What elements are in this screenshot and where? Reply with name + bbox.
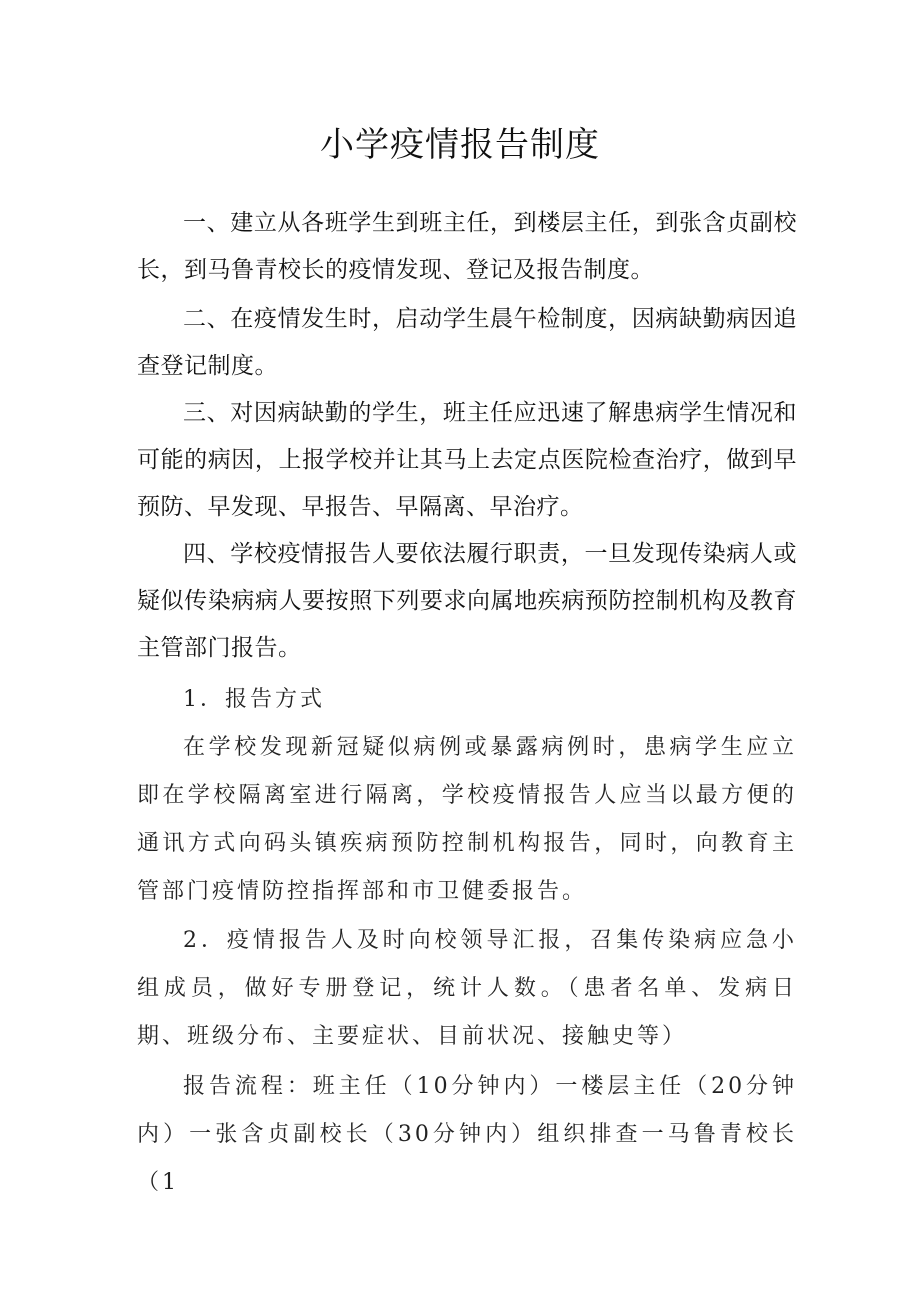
document-title: 小学疫情报告制度 [320, 125, 600, 165]
paragraph-1: 一、建立从各班学生到班主任，到楼层主任，到张含贞副校长，到马鲁青校长的疫情发现、登记及报告制度。 [137, 210, 797, 283]
paragraph-report-method: 在学校发现新冠疑似病例或暴露病例时，患病学生应立即在学校隔离室进行隔离，学校疫情报告人应当以最方便的通讯方式向码头镇疾病预防控制机构报告，同时，向教育主管部门疫情防控指挥部和市卫健委报告。 [137, 735, 797, 904]
paragraph-2: 二、在疫情发生时，启动学生晨午检制度，因病缺勤病因追查登记制度。 [137, 306, 797, 379]
paragraph-reporting: 2．疫情报告人及时向校领导汇报，召集传染病应急小组成员，做好专册登记，统计人数。（患者名单、发病日期、班级分布、主要症状、目前状况、接触史等） [137, 928, 797, 1049]
subheading-report-method: 1．报告方式 [183, 687, 325, 712]
paragraph-report-flow: 报告流程：班主任（10分钟内）一楼层主任（20分钟内）一张含贞副校长（30分钟内）组织排查一马鲁青校长（1 [137, 1074, 797, 1195]
paragraph-4: 四、学校疫情报告人要依法履行职责，一旦发现传染病人或疑似传染病病人要按照下列要求向属地疾病预防控制机构及教育主管部门报告。 [137, 541, 797, 661]
paragraph-3: 三、对因病缺勤的学生，班主任应迅速了解患病学生情况和可能的病因，上报学校并让其马上去定点医院检查治疗，做到早预防、早发现、早报告、早隔离、早治疗。 [137, 400, 797, 520]
